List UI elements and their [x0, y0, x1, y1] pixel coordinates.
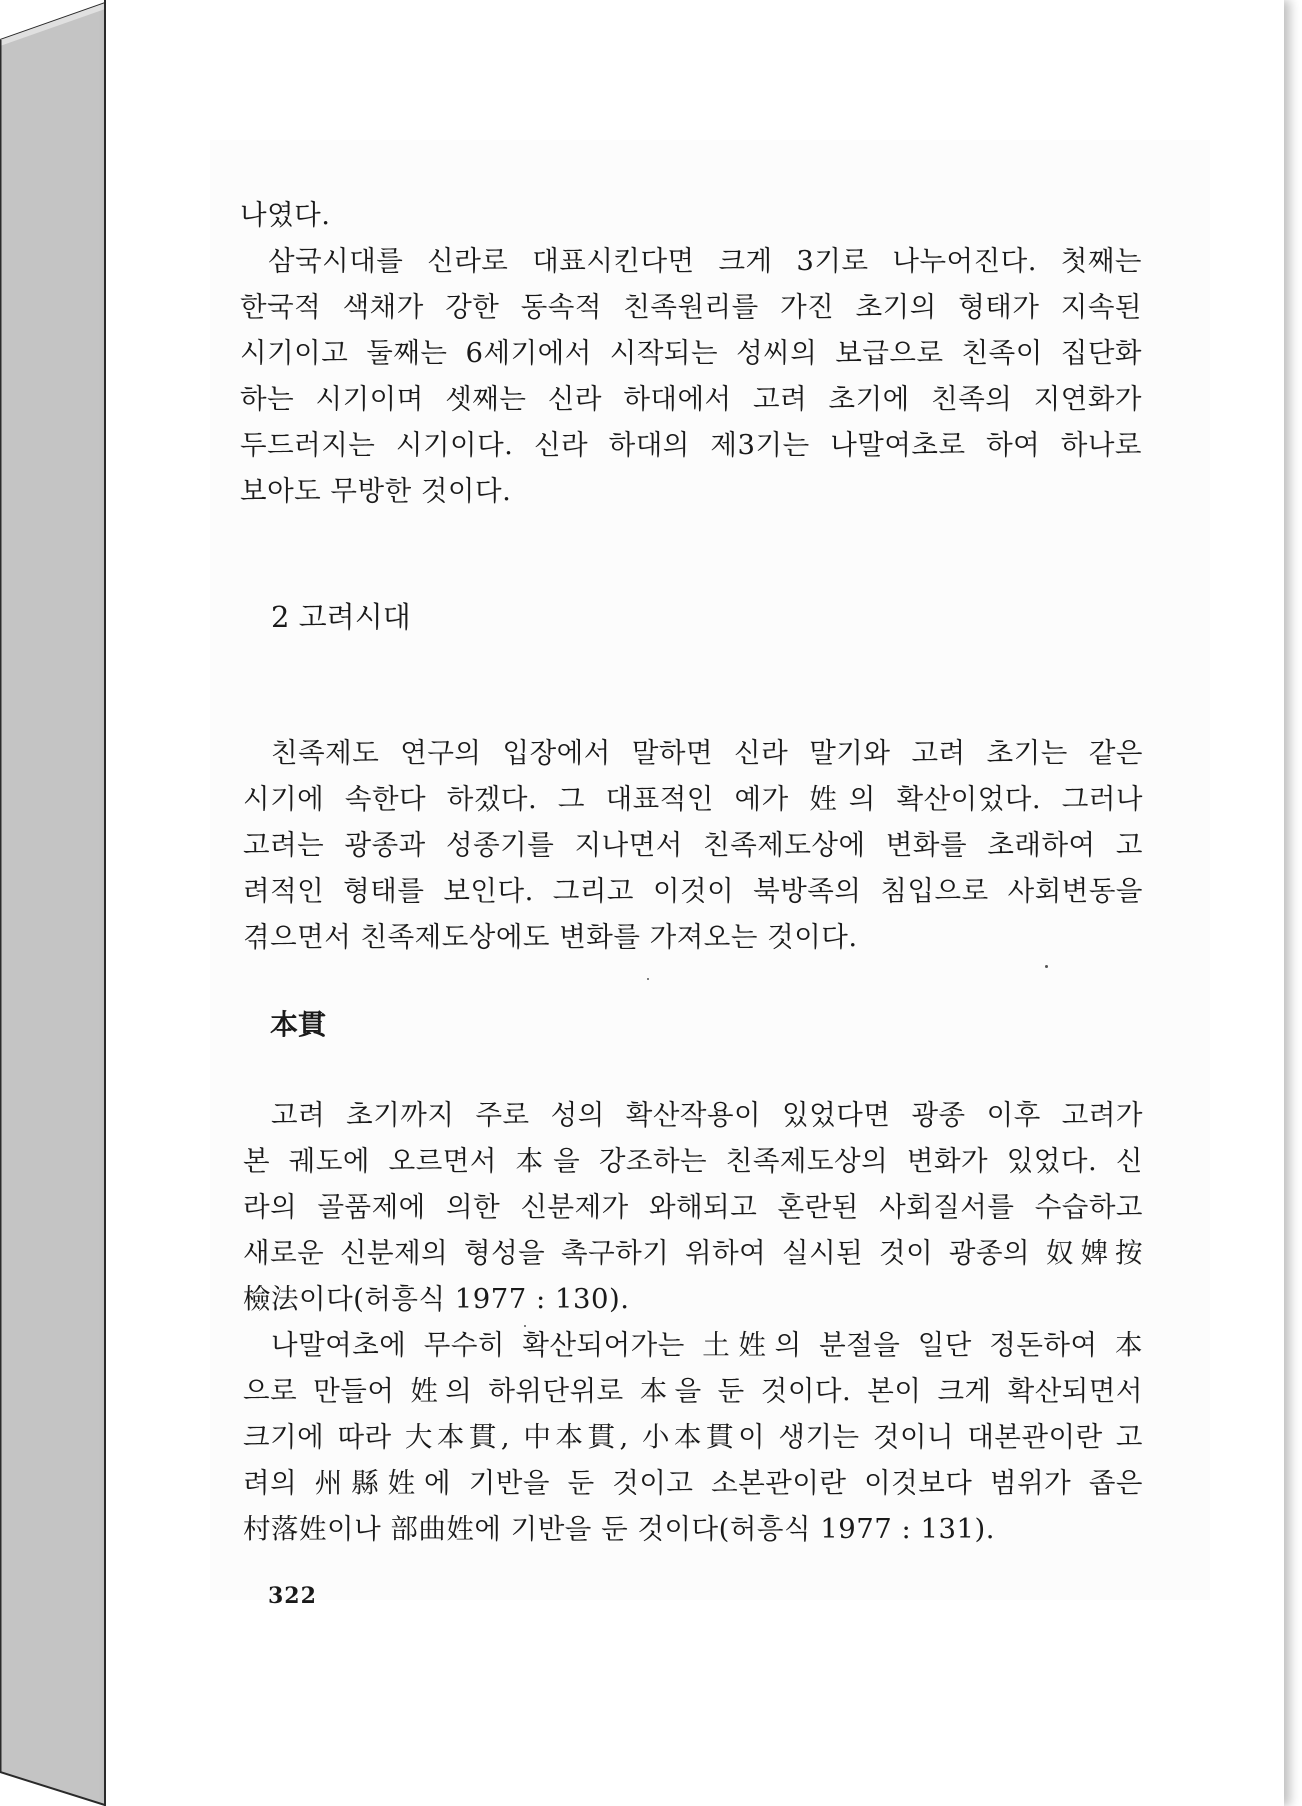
- scan-speck: [647, 978, 649, 980]
- book-spine: [0, 0, 110, 1806]
- text-line: 고려 초기까지 주로 성의 확산작용이 있었다면 광종 이후 고려가: [271, 1099, 1143, 1131]
- text-line: 크기에 따라 大本貫, 中本貫, 小本貫이 생기는 것이니 대본관이란 고: [243, 1421, 1143, 1453]
- text-line: 고려는 광종과 성종기를 지나면서 친족제도상에 변화를 초래하여 고: [243, 829, 1143, 861]
- text-line: 겪으면서 친족제도상에도 변화를 가져오는 것이다.: [243, 921, 858, 953]
- bongwan-paragraph-1: [243, 1092, 1143, 1322]
- scan-speck: [1045, 965, 1048, 968]
- text-line: 村落姓이나 部曲姓에 기반을 둔 것이다(허흥식 1977 : 131).: [243, 1513, 995, 1545]
- text-line: 려적인 형태를 보인다. 그리고 이것이 북방족의 침입으로 사회변동을: [243, 875, 1143, 907]
- text-line: 으로 만들어 姓의 하위단위로 本을 둔 것이다. 본이 크게 확산되면서: [243, 1375, 1143, 1407]
- text-line: 새로운 신분제의 형성을 촉구하기 위하여 실시된 것이 광종의 奴婢按: [243, 1237, 1143, 1269]
- section-paragraph: [243, 730, 1143, 960]
- text-line: 시기이고 둘째는 6세기에서 시작되는 성씨의 보급으로 친족이 집단화: [240, 337, 1142, 369]
- subheading-bongwan: 本貫: [270, 1008, 327, 1041]
- intro-paragraph: [240, 192, 1142, 514]
- text-line: 라의 골품제에 의한 신분제가 와해되고 혼란된 사회질서를 수습하고: [243, 1191, 1143, 1223]
- text-line: 한국적 색채가 강한 동속적 친족원리를 가진 초기의 형태가 지속된: [240, 291, 1142, 323]
- text-line: 려의 州縣姓에 기반을 둔 것이고 소본관이란 이것보다 범위가 좁은: [243, 1467, 1143, 1499]
- page-number: 322: [268, 1583, 317, 1609]
- text-line: 친족제도 연구의 입장에서 말하면 신라 말기와 고려 초기는 같은: [271, 737, 1143, 769]
- text-line: 시기에 속한다 하겠다. 그 대표적인 예가 姓의 확산이었다. 그러나: [243, 783, 1143, 815]
- text-line: 하는 시기이며 셋째는 신라 하대에서 고려 초기에 친족의 지연화가: [240, 383, 1142, 415]
- text-line: 본 궤도에 오르면서 本을 강조하는 친족제도상의 변화가 있었다. 신: [243, 1145, 1143, 1177]
- text-line: 삼국시대를 신라로 대표시킨다면 크게 3기로 나누어진다. 첫째는: [268, 245, 1142, 277]
- scan-speck: [524, 1325, 526, 1327]
- section-heading: 2 고려시대: [271, 600, 411, 634]
- bongwan-paragraph-2: [243, 1322, 1143, 1552]
- text-line: 나였다.: [240, 199, 331, 231]
- text-line: 보아도 무방한 것이다.: [240, 475, 512, 507]
- text-line: 두드러지는 시기이다. 신라 하대의 제3기는 나말여초로 하여 하나로: [240, 429, 1142, 461]
- text-line: 檢法이다(허흥식 1977 : 130).: [243, 1283, 630, 1315]
- text-line: 나말여초에 무수히 확산되어가는 土姓의 분절을 일단 정돈하여 本: [271, 1329, 1143, 1361]
